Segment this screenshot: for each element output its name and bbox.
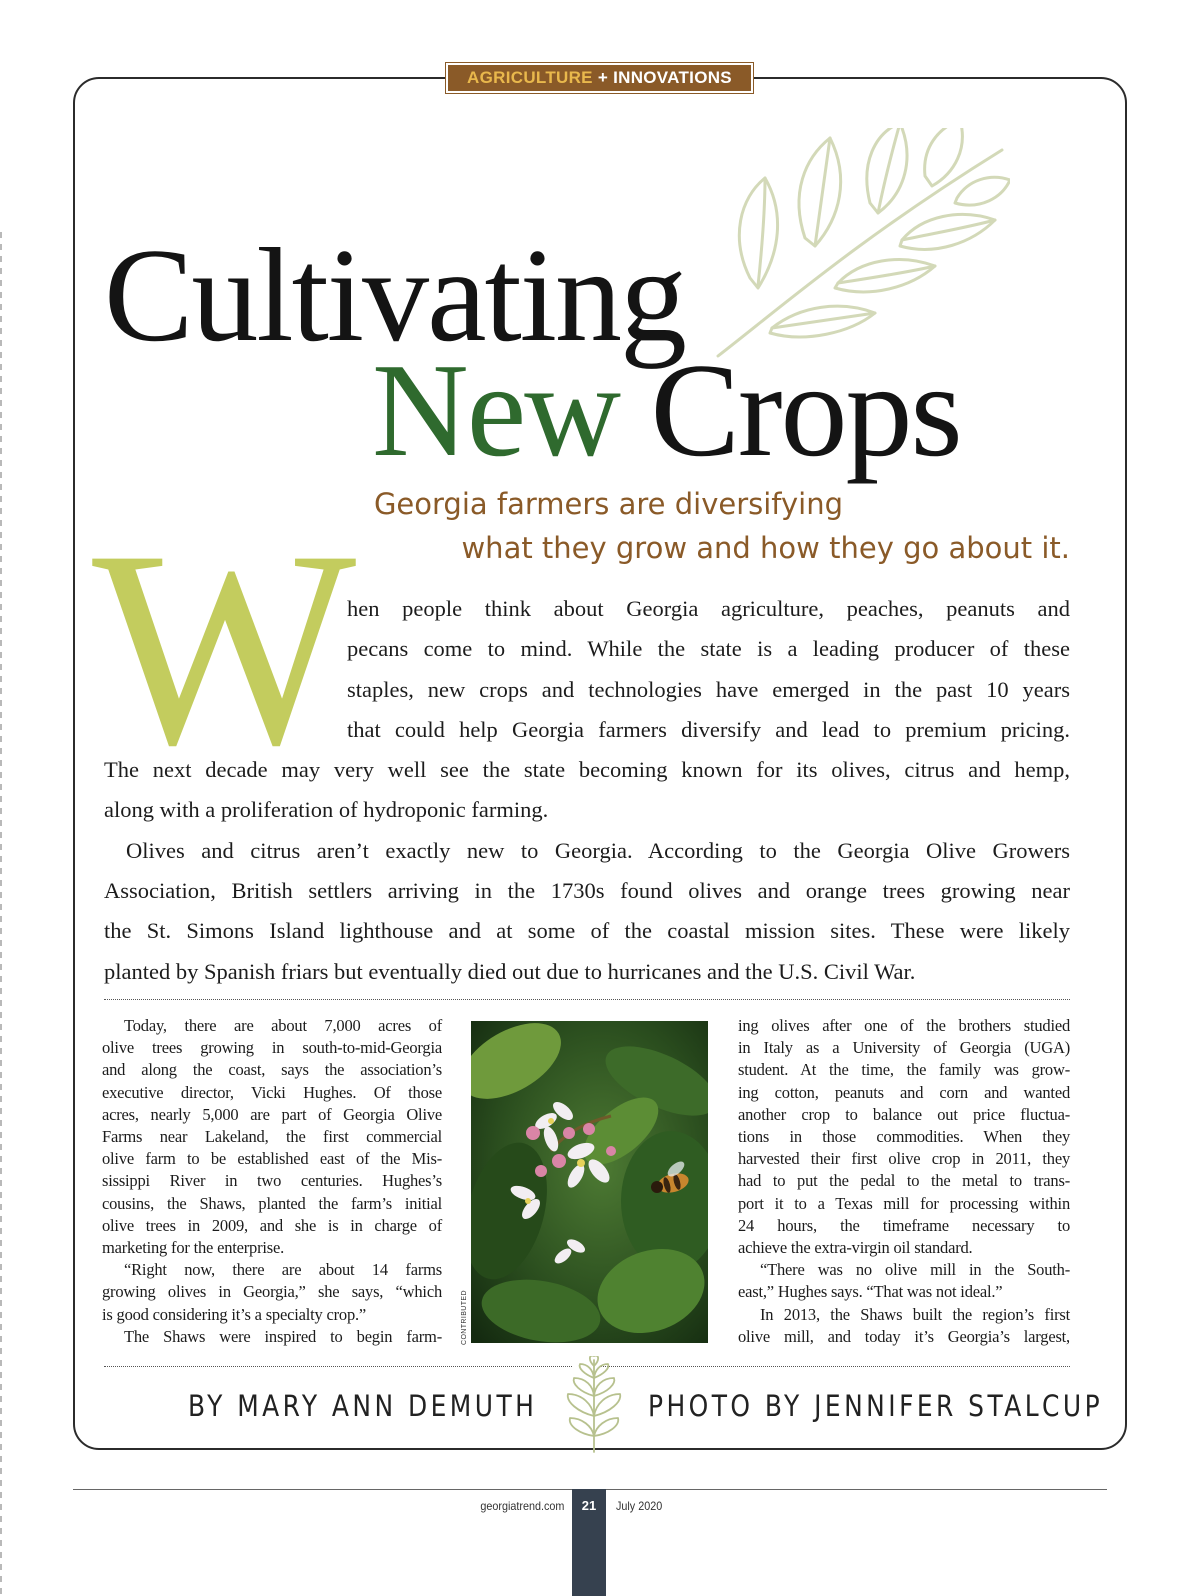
footer-site: georgiatrend.com: [479, 1499, 564, 1513]
column-line: In 2013, the Shaws built the region’s first: [760, 1304, 1070, 1324]
column-line: Today, there are about 7,000 acres of: [124, 1016, 442, 1035]
column-line: tions in those commodities. When they: [738, 1127, 1070, 1147]
column-line: olive trees growing in south-to-mid-Georgia: [102, 1038, 442, 1058]
footer-rule-right: [606, 1489, 1107, 1490]
subtitle-line1: Georgia farmers are diversifying: [373, 487, 843, 521]
photo-credit: CONTRIBUTED: [461, 1290, 468, 1345]
lead-paragraph-1: [104, 589, 1070, 831]
author-byline: BY MARY ANN DEMUTH: [188, 1389, 538, 1423]
page-number: 21: [581, 1498, 597, 1513]
lead-line: Association, British settlers arriving in the 1730s found olives and orange trees growing near: [104, 878, 1070, 904]
headline-word-crops: Crops: [650, 336, 961, 484]
column-line: port it to a Texas mill for processing within: [738, 1193, 1070, 1213]
column-paragraph: [102, 1259, 442, 1326]
photographer-byline: PHOTO BY JENNIFER STALCUP: [648, 1389, 1104, 1423]
drop-cap: W: [92, 492, 357, 803]
photo-illustration: [471, 1021, 708, 1343]
column-line: in Italy as a University of Georgia (UGA): [738, 1038, 1070, 1058]
subtitle: [374, 482, 1070, 570]
section-tag-part2: INNOVATIONS: [613, 68, 732, 87]
section-tag-plus: +: [597, 68, 609, 87]
page-edge-marks: [0, 232, 2, 1596]
lead-line: Olives and citrus aren’t exactly new to Georgia. According to the Georgia Olive Growers: [126, 837, 1070, 863]
lead-line: The next decade may very well see the state becoming known for its olives, citrus and hemp,: [104, 757, 1070, 783]
section-tag-part1: AGRICULTURE: [467, 68, 593, 87]
dotted-divider-top: [104, 999, 1070, 1000]
column-line: sissippi River in two centuries. Hughes’s: [102, 1171, 442, 1191]
dotted-divider-bottom-left: [104, 1366, 572, 1367]
column-line: achieve the extra-virgin oil standard.: [738, 1238, 973, 1258]
column-line: growing olives in Georgia,” she says, “which: [102, 1282, 442, 1302]
column-line: olive trees in 2009, and she is in charge of: [102, 1215, 442, 1235]
column-line: another crop to balance out price fluctua-: [738, 1104, 1070, 1124]
dotted-divider-bottom-right: [600, 1366, 1070, 1367]
column-line: olive farm to be established east of the Mis-: [102, 1149, 442, 1169]
column-line: acres, nearly 5,000 are part of Georgia Olive: [102, 1104, 442, 1124]
column-line: had to put the pedal to the metal to trans-: [738, 1171, 1070, 1191]
column-line: is good considering it’s a specialty crop.”: [102, 1304, 367, 1324]
column-line: Farms near Lakeland, the first commercial: [102, 1127, 442, 1147]
column-line: ing cotton, peanuts and corn and wanted: [738, 1082, 1070, 1102]
section-tag: [446, 63, 753, 93]
column-paragraph: [102, 1326, 442, 1348]
leaf-sprig-icon: [558, 1356, 630, 1454]
lead-line: the St. Simons Island lighthouse and at some of the coastal mission sites. These were likely: [104, 918, 1070, 944]
lead-paragraph-2: [104, 831, 1070, 992]
footer-date: July 2020: [616, 1499, 663, 1513]
headline-line1: Cultivating: [104, 221, 685, 369]
column-line: olive mill, and today it’s Georgia’s largest,: [738, 1326, 1070, 1346]
column-paragraph: [738, 1304, 1070, 1348]
column-line: 24 hours, the timeframe necessary to: [738, 1215, 1070, 1235]
column-line: ing olives after one of the brothers studied: [738, 1016, 1070, 1035]
column-line: student. At the time, the family was grow-: [738, 1060, 1070, 1080]
column-paragraph: [102, 1015, 442, 1259]
lead-text: [104, 589, 1070, 992]
column-line: marketing for the enterprise.: [102, 1238, 285, 1258]
column-line: east,” Hughes says. “That was not ideal.”: [738, 1282, 1003, 1302]
column-paragraph: [738, 1259, 1070, 1303]
lead-line: staples, new crops and technologies have emerged in the past 10 years: [347, 676, 1070, 702]
headline-word-new: New: [372, 336, 620, 484]
column-line: harvested their first olive crop in 2011, they: [738, 1149, 1070, 1169]
column-line: executive director, Vicki Hughes. Of those: [102, 1082, 442, 1102]
lead-line: planted by Spanish friars but eventually died out due to hurricanes and the U.S. Civil War.: [104, 958, 916, 984]
column-left: [102, 1015, 442, 1348]
lead-line: pecans come to mind. While the state is a leading producer of these: [347, 636, 1070, 662]
subtitle-line2: what they grow and how they go about it.: [461, 531, 1070, 565]
column-line: The Shaws were inspired to begin farm-: [124, 1326, 442, 1346]
column-line: and along the coast, says the association’s: [102, 1060, 442, 1080]
lead-line: along with a proliferation of hydroponic farming.: [104, 797, 549, 823]
footer-rule-left: [73, 1489, 572, 1490]
column-line: cousins, the Shaws, planted the farm’s initial: [102, 1193, 442, 1213]
citrus-blossom-photo: [471, 1021, 708, 1343]
column-line: “Right now, there are about 14 farms: [124, 1260, 442, 1280]
column-line: “There was no olive mill in the South-: [760, 1260, 1070, 1280]
leaf-branch-icon: [710, 128, 1010, 368]
lead-line: hen people think about Georgia agriculture, peaches, peanuts and: [347, 596, 1070, 621]
column-right: [738, 1015, 1070, 1348]
headline-line2: [372, 335, 961, 485]
lead-line: that could help Georgia farmers diversify and lead to premium pricing.: [347, 716, 1070, 742]
column-paragraph: [738, 1015, 1070, 1259]
